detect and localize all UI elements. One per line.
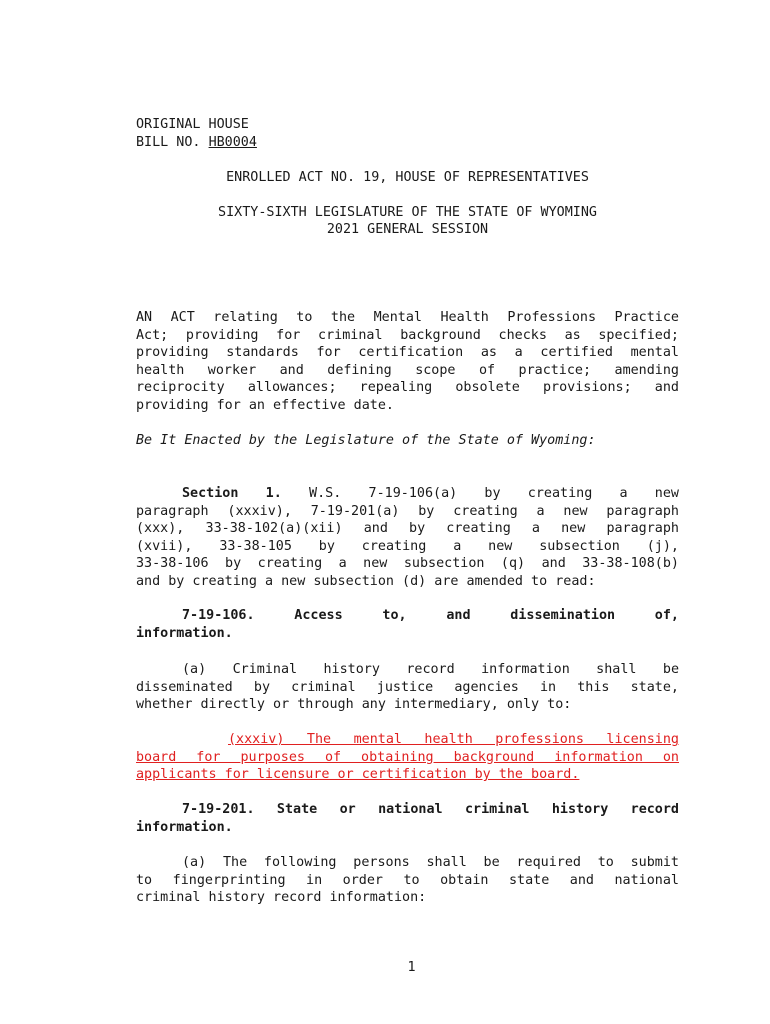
page-number: 1 bbox=[407, 960, 416, 975]
section-1-line: (xxx), 33-38-102(a)(xii) and by creating a new paragraph bbox=[136, 521, 679, 536]
enrolled-act-line: ENROLLED ACT NO. 19, HOUSE OF REPRESENTATIVES bbox=[226, 170, 589, 185]
heading-7-19-106 bbox=[136, 607, 679, 642]
bill-number: HB0004 bbox=[208, 135, 257, 150]
paragraph-201-a bbox=[136, 854, 679, 907]
paragraph-106-a bbox=[136, 661, 679, 714]
act-title-line: reciprocity allowances; repealing obsolete provisions; and bbox=[136, 380, 679, 395]
legislature-line: SIXTY-SIXTH LEGISLATURE OF THE STATE OF WYOMING bbox=[218, 205, 597, 220]
section-1-line: 33-38-106 by creating a new subsection (q) and 33-38-108(b) bbox=[136, 556, 679, 571]
act-title-line: AN ACT relating to the Mental Health Professions Practice bbox=[136, 310, 679, 325]
amendment-line: applicants for licensure or certification by the board. bbox=[136, 767, 580, 782]
section-1-line: paragraph (xxxiv), 7-19-201(a) by creating a new paragraph bbox=[136, 503, 679, 519]
act-title-line: health worker and defining scope of practice; amending bbox=[136, 362, 679, 378]
amendment-line: (xxxiv) The mental health professions licensing bbox=[228, 732, 679, 747]
para-201a-line: to fingerprinting in order to obtain state and national bbox=[136, 872, 679, 888]
para-106a-line: whether directly or through any intermediary, only to: bbox=[136, 697, 572, 712]
amendment-line: board for purposes of obtaining background information on bbox=[136, 749, 679, 765]
bill-number-line bbox=[136, 134, 257, 152]
original-house-label: ORIGINAL HOUSE bbox=[136, 117, 249, 132]
para-106a-line: (a) Criminal history record information shall be bbox=[182, 662, 679, 677]
session-line: 2021 GENERAL SESSION bbox=[326, 222, 489, 237]
section-1-text: W.S. 7-19-106(a) by creating a new bbox=[281, 486, 679, 501]
heading-201-line: 7-19-201. State or national criminal history record bbox=[182, 802, 679, 817]
para-106a-line: disseminated by criminal justice agencies in this state, bbox=[136, 679, 679, 695]
heading-106-line: 7-19-106. Access to, and dissemination of, bbox=[182, 608, 679, 623]
heading-106-line: information. bbox=[136, 625, 233, 641]
enacting-clause: Be It Enacted by the Legislature of the State of Wyoming: bbox=[136, 433, 596, 448]
para-201a-line: criminal history record information: bbox=[136, 890, 427, 905]
amendment-xxxiv bbox=[136, 731, 679, 784]
act-title-line: Act; providing for criminal background checks as specified; bbox=[136, 327, 679, 343]
section-1-line: (xvii), 33-38-105 by creating a new subsection (j), bbox=[136, 538, 679, 554]
para-201a-line: (a) The following persons shall be required to submit bbox=[182, 855, 679, 870]
act-title-line: providing for an effective date. bbox=[136, 397, 394, 413]
section-1-line: and by creating a new subsection (d) are amended to read: bbox=[136, 573, 596, 589]
bill-no-prefix: BILL NO. bbox=[136, 135, 209, 150]
heading-7-19-201 bbox=[136, 801, 679, 836]
heading-201-line: information. bbox=[136, 819, 233, 835]
section-1-first-line bbox=[136, 485, 679, 503]
section-1-label: Section 1. bbox=[182, 486, 282, 501]
section-1 bbox=[136, 485, 679, 590]
act-title-line: providing standards for certification as a certified mental bbox=[136, 345, 679, 360]
act-title bbox=[136, 309, 679, 414]
